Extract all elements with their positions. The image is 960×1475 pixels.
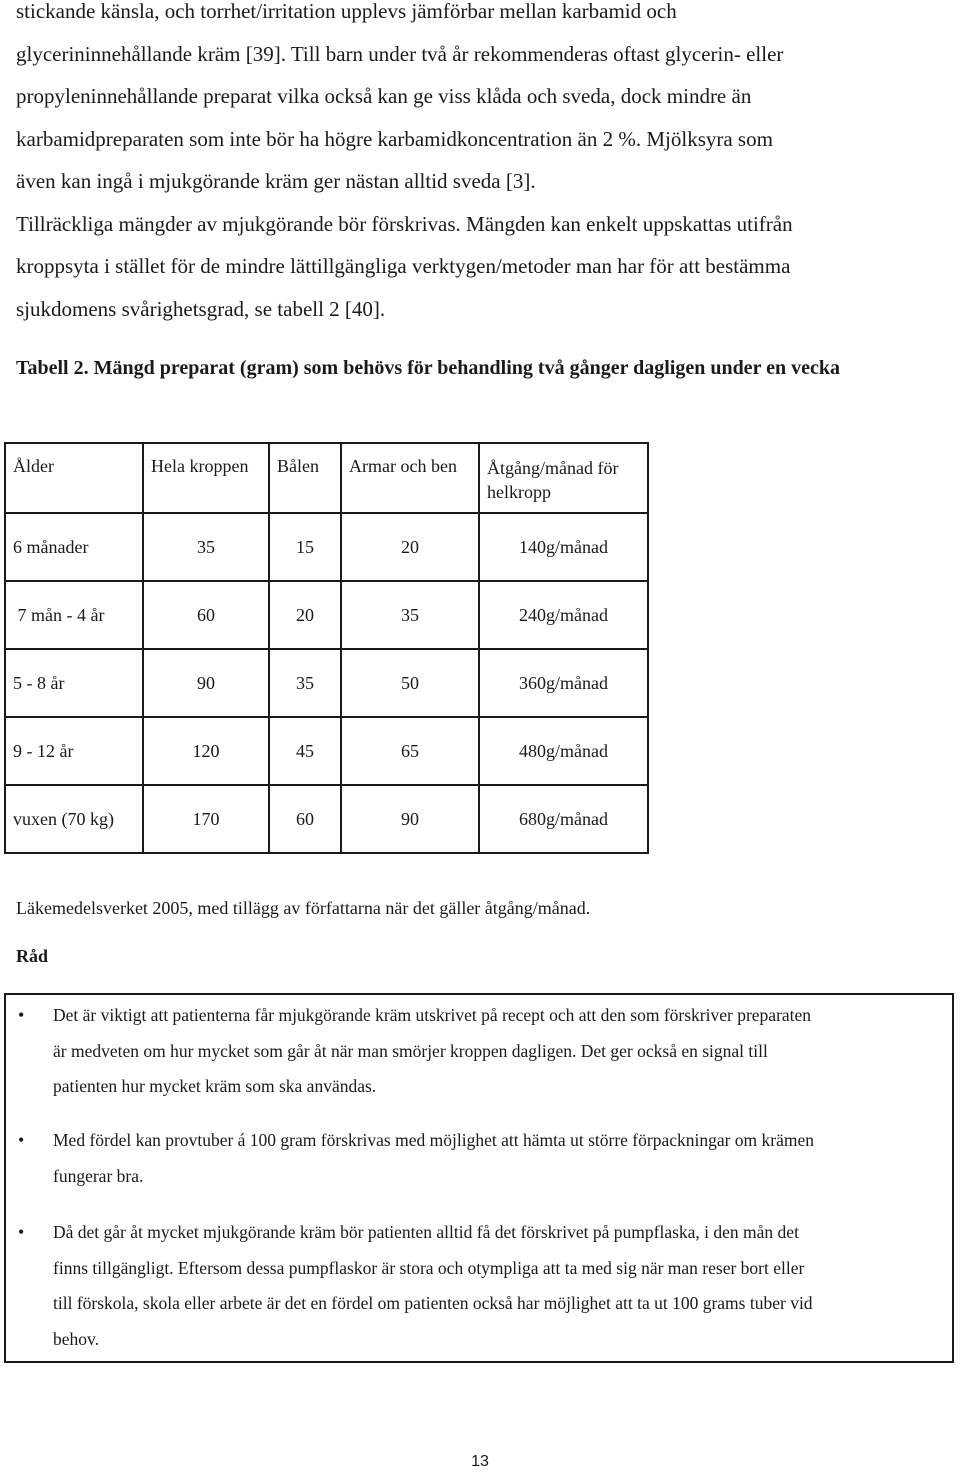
intro-line: glycerininnehållande kräm [39]. Till barn under två år rekommenderas oftast glycerin- eller: [16, 41, 784, 66]
table-caption: Tabell 2. Mängd preparat (gram) som behövs för behandling två gånger dagligen under en vecka: [16, 357, 840, 379]
table-source-note: Läkemedelsverket 2005, med tillägg av författarna när det gäller åtgång/månad.: [16, 898, 591, 918]
advice-heading: Råd: [16, 946, 49, 966]
cell-whole-body: 170: [143, 785, 269, 853]
cell-trunk: 45: [269, 717, 341, 785]
bullet-icon: •: [18, 1222, 25, 1242]
cell-arms-legs: 50: [341, 649, 479, 717]
cell-trunk: 20: [269, 581, 341, 649]
advice-line: Med fördel kan provtuber á 100 gram förskrivas med möjlighet att hämta ut större förpackningar om krämen: [53, 1130, 815, 1150]
intro-line: kroppsyta i stället för de mindre lättillgängliga verktygen/metoder man har för att bestämma: [16, 254, 791, 278]
cell-age: 5 - 8 år: [5, 649, 143, 717]
table-row: [5, 581, 648, 649]
header-cell-trunk: Bålen: [269, 443, 341, 513]
advice-item-text: [53, 998, 943, 1105]
header-cell-whole-body: Hela kroppen: [143, 443, 269, 513]
cell-whole-body: 60: [143, 581, 269, 649]
table-row: [5, 513, 648, 581]
header-cell-age: Ålder: [5, 443, 143, 513]
table-row: [5, 717, 648, 785]
cell-arms-legs: 20: [341, 513, 479, 581]
advice-line: är medveten om hur mycket som går åt när man smörjer kroppen dagligen. Det ger också en signal till: [53, 1040, 768, 1061]
cell-age: 7 mån - 4 år: [5, 581, 143, 649]
advice-line: patienten hur mycket kräm som ska användas.: [53, 1076, 377, 1096]
cell-arms-legs: 90: [341, 785, 479, 853]
cell-age: 6 månader: [5, 513, 143, 581]
advice-line: Då det går åt mycket mjukgörande kräm bör patienten alltid få det förskrivet på pumpflaska, i den mån det: [53, 1222, 799, 1242]
bullet-icon: •: [18, 1130, 25, 1150]
advice-box: [4, 993, 954, 1363]
intro-line: stickande känsla, och torrhet/irritation upplevs jämförbar mellan karbamid och: [16, 0, 677, 23]
advice-line: behov.: [53, 1328, 100, 1349]
intro-line: propyleninnehållande preparat vilka också kan ge viss klåda och sveda, dock mindre än: [16, 84, 752, 108]
cell-arms-legs: 35: [341, 581, 479, 649]
cell-monthly-usage: 680g/månad: [479, 785, 648, 853]
cell-trunk: 60: [269, 785, 341, 853]
table-header-row: [5, 443, 648, 513]
advice-line: till förskola, skola eller arbete är det en fördel om patienten också har möjlighet att ta ut 100 grams tuber vid: [53, 1293, 813, 1313]
advice-item-text: [53, 1123, 943, 1194]
cell-monthly-usage: 480g/månad: [479, 717, 648, 785]
advice-line: fungerar bra.: [53, 1165, 144, 1186]
cell-whole-body: 120: [143, 717, 269, 785]
table-row: [5, 649, 648, 717]
bullet-icon: •: [18, 1005, 25, 1025]
advice-item-text: [53, 1215, 943, 1357]
advice-line: Det är viktigt att patienterna får mjukgörande kräm utskrivet på recept och att den som förskriver preparaten: [53, 1005, 812, 1025]
table-row: [5, 785, 648, 853]
header-cell-arms-legs: Armar och ben: [341, 443, 479, 513]
cell-monthly-usage: 140g/månad: [479, 513, 648, 581]
intro-line: även kan ingå i mjukgörande kräm ger nästan alltid sveda [3].: [16, 169, 536, 193]
intro-line: Tillräckliga mängder av mjukgörande bör förskrivas. Mängden kan enkelt uppskattas utifrån: [16, 211, 793, 236]
advice-line: finns tillgängligt. Eftersom dessa pumpflaskor är stora och otympliga att ta med sig när man reser bort eller: [53, 1257, 805, 1278]
page-number: 13: [471, 1453, 489, 1470]
intro-line: sjukdomens svårighetsgrad, se tabell 2 [40].: [16, 296, 386, 321]
header-cell-monthly-usage: Åtgång/månad för helkropp: [479, 443, 648, 513]
cell-trunk: 35: [269, 649, 341, 717]
cell-age: vuxen (70 kg): [5, 785, 143, 853]
intro-paragraph: [16, 0, 946, 330]
cell-age: 9 - 12 år: [5, 717, 143, 785]
cell-trunk: 15: [269, 513, 341, 581]
cell-monthly-usage: 360g/månad: [479, 649, 648, 717]
cell-monthly-usage: 240g/månad: [479, 581, 648, 649]
cell-whole-body: 35: [143, 513, 269, 581]
cell-whole-body: 90: [143, 649, 269, 717]
intro-line: karbamidpreparaten som inte bör ha högre karbamidkoncentration än 2 %. Mjölksyra som: [16, 126, 773, 151]
cell-arms-legs: 65: [341, 717, 479, 785]
dosage-table: [4, 442, 649, 854]
